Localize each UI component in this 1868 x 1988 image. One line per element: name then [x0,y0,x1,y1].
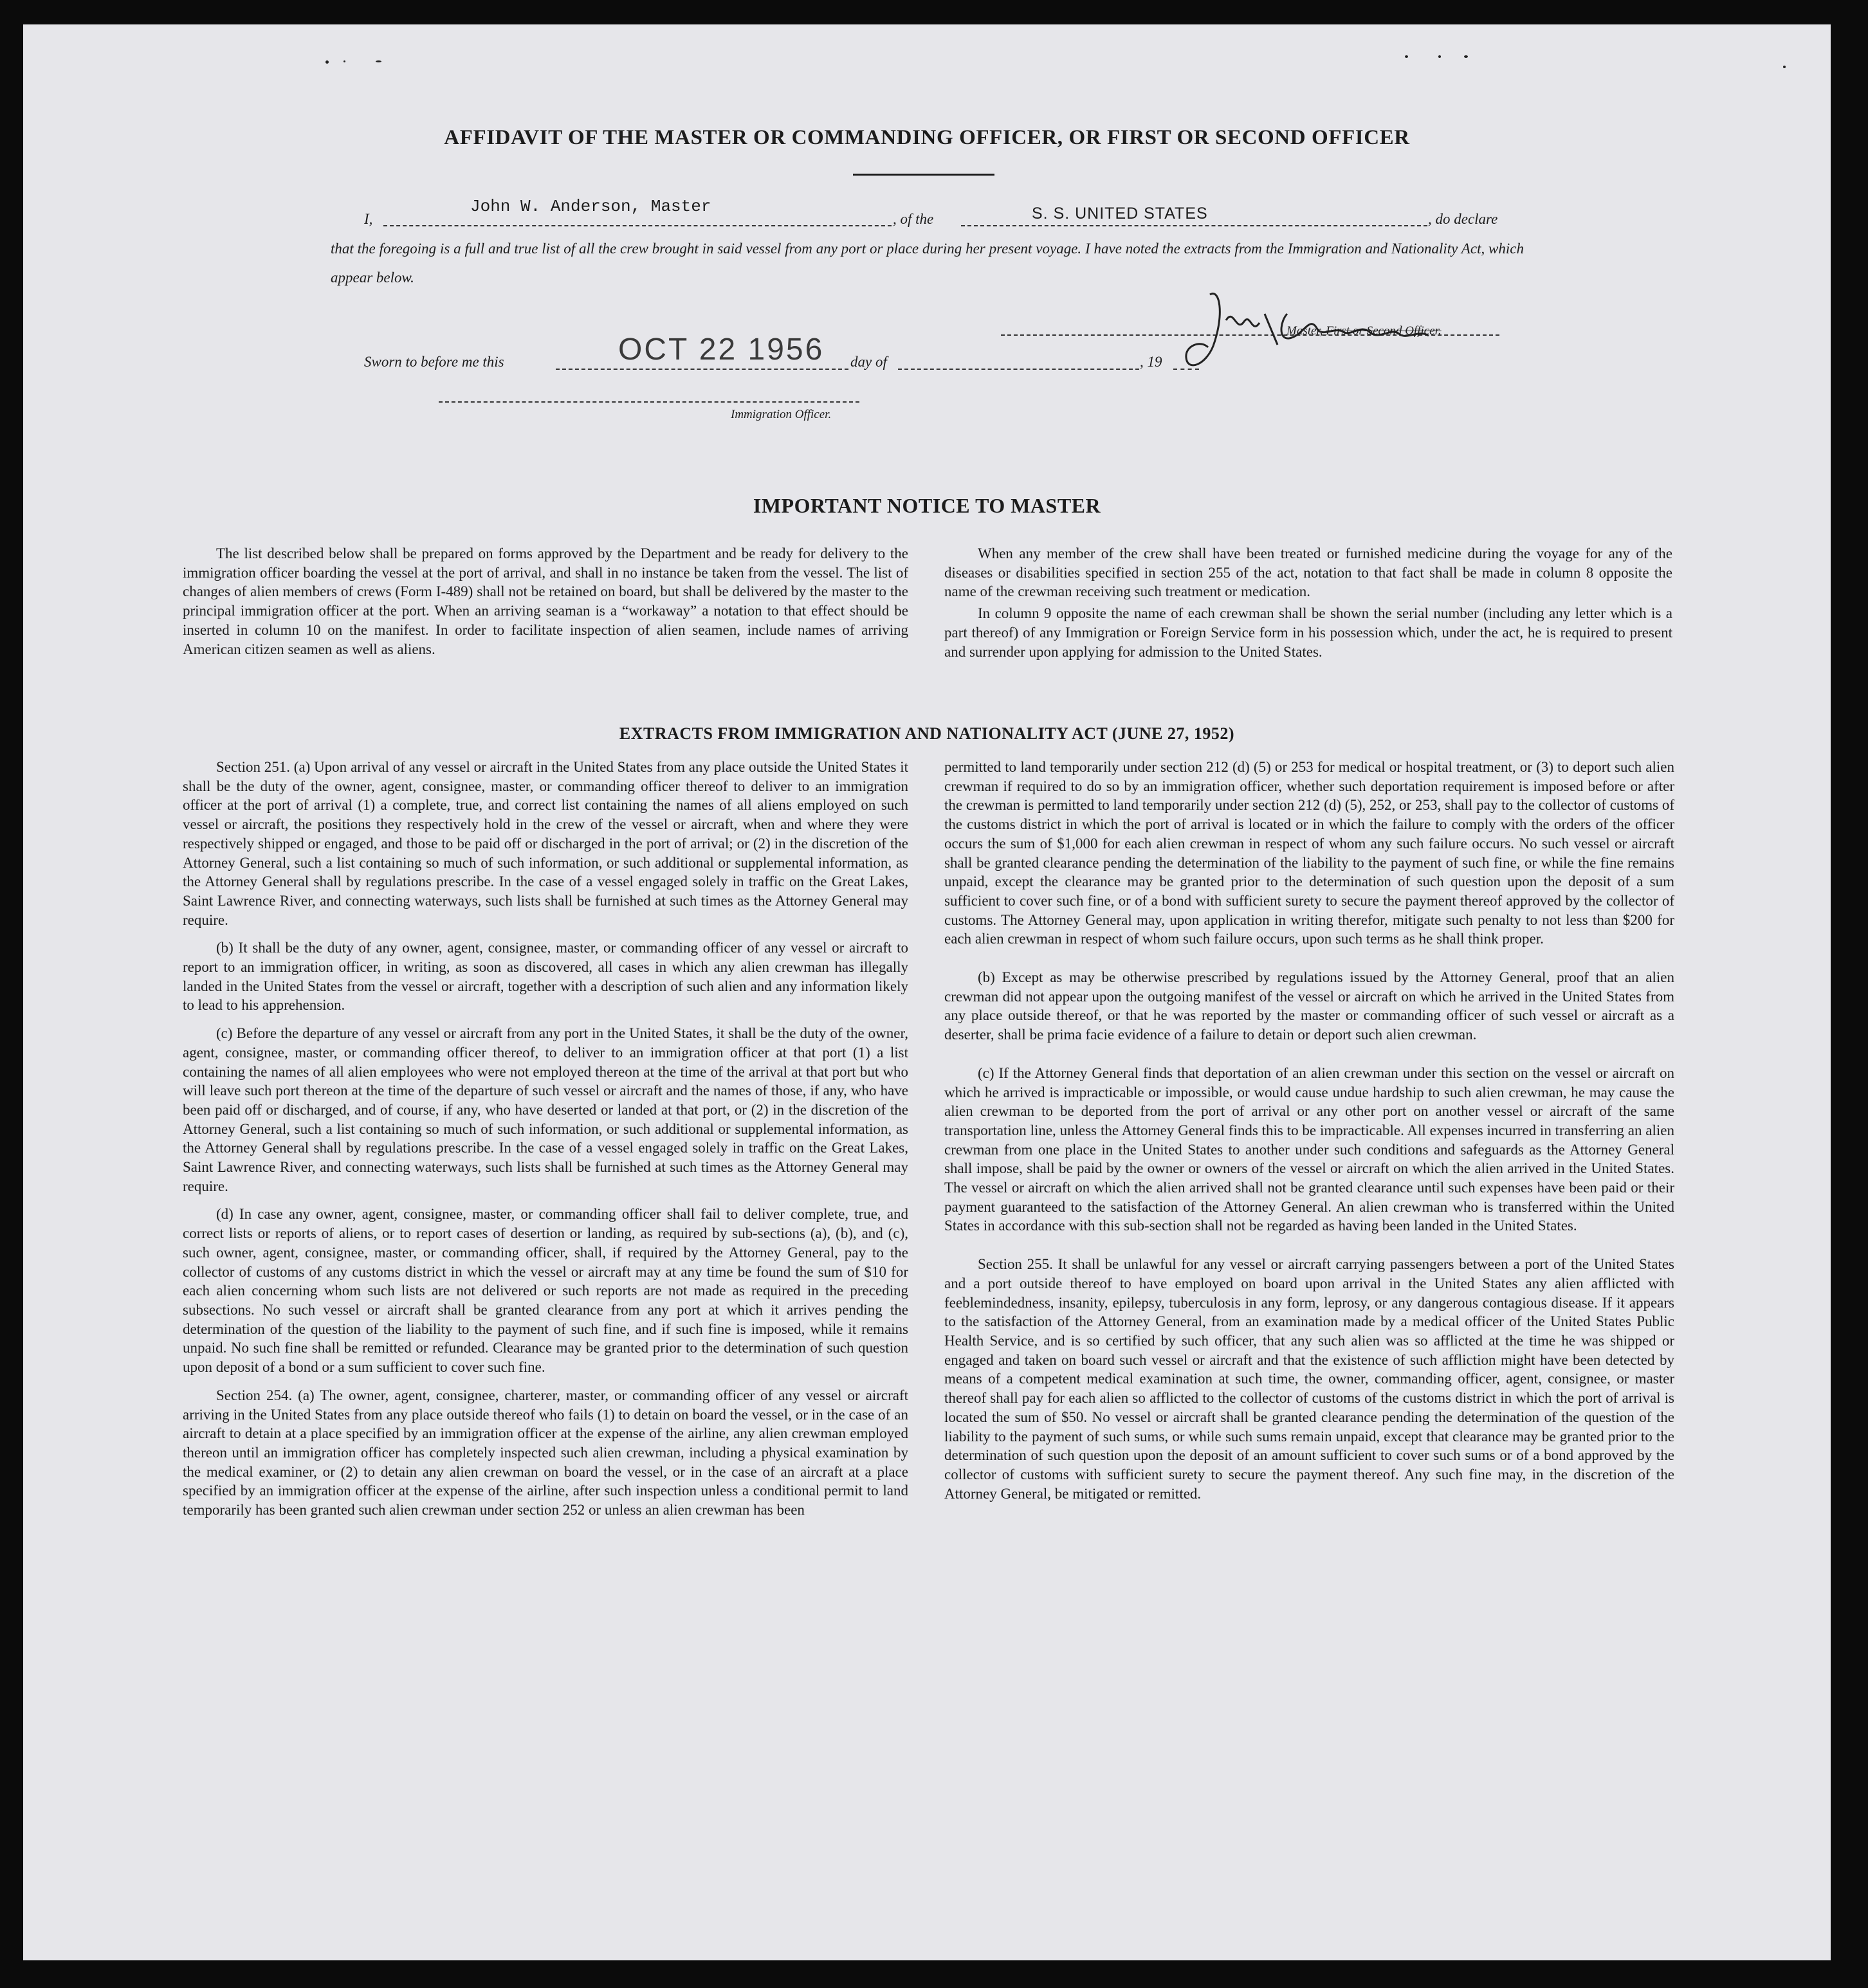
sworn-date-line [556,369,848,370]
section-251d: (d) In case any owner, agent, consignee, master, or commanding officer shall fail to deliver complete, true, and correct lists or reports of aliens, or to report cases of desertion or landing, as required by sub-sections (a), (b), and (c), such owner, agent, consignee, master, or commanding officer, shall, if required by the Attorney General, pay to the collector of customs of any customs district in which the vessel or aircraft may at any time be found the sum of $10 for each alien concerning whom such lists are not delivered or such reports are not made as required in the preceding subsections. No such vessel or aircraft shall be granted clearance from any port at which it arrives pending the determination of the question of the liability to the payment of such fine, and if such fine is imposed, while it remains unpaid. No such fine shall be remitted or refunded. Clearance may be granted prior to the determination of such question upon deposit of a bond or a sum sufficient to cover such fine. [183,1206,908,1376]
struck-officer-label: First or Second Officer. [1326,324,1442,338]
declarant-line [383,225,892,226]
section-251c: (c) Before the departure of any vessel or aircraft from any port in the United States, it shall be the duty of the owner, agent, consignee, master, or commanding officer thereof, to deliver to an immigration officer at that port (1) a list containing the names of all alien employees who were not employed thereon at the time of the arrival at that port but who will leave such port thereon at the time of the departure of such vessel or aircraft and the names of those, if any, who have been paid off or discharged, and of course, if any, who have deserted or landed at that port, or (2) in the discretion of the Attorney General, such a list containing so much of such information, or such additional or supplemental information, as the Attorney General shall by regulations prescribe. In the case of a vessel engaged solely in traffic on the Great Lakes, Saint Lawrence River, and connecting waterways, such lists shall be furnished at such times as the Attorney General may require. [183,1025,908,1194]
notice-right-column [944,544,1672,661]
section-251a: Section 251. (a) Upon arrival of any vessel or aircraft in the United States from any place outside the United States it shall be the duty of the owner, agent, consignee, master, or commanding officer thereof to deliver to an immigration officer at the port of arrival (1) a complete, true, and correct list containing the names of all aliens employed on such vessel or aircraft, the positions they respectively hold in the crew of the vessel or aircraft, when and where they were respectively shipped or engaged, and those to be paid off or discharged in the port of arrival; or (2) in the discretion of the Attorney General, such a list containing so much of such information, or such additional or supplemental information, as the Attorney General shall by regulations prescribe. In the case of a vessel engaged solely in traffic on the Great Lakes, Saint Lawrence River, and connecting waterways, such lists shall be furnished at such times as the Attorney General may require. [183,759,908,928]
year-label: , 19 [1140,354,1162,370]
document-page [23,24,1831,1960]
section-251b: (b) It shall be the duty of any owner, agent, consignee, master, or commanding officer of any vessel or aircraft to report to an immigration officer, in writing, as soon as discovered, all cases in which any alien crewman has illegally landed in the United States from the vessel or aircraft, together with a description of such alien and any information likely to lead to his apprehension. [183,940,908,1014]
section-254a: Section 254. (a) The owner, agent, consignee, charterer, master, or commanding officer of any vessel or aircraft arriving in the United States from any place outside thereof who fails (1) to detain on board the vessel, or in the case of an aircraft to detain at a place specified by an immigration officer at the expense of the airline, any alien crewman employed thereon until an immigration officer has completely inspected such alien crewman, including a physical examination by the medical examiner, or (2) to detain any alien crewman on board the vessel, or in the case of an aircraft at a place specified by an immigration officer at the expense of the airline, after such inspection unless a conditional permit to land temporarily has been granted such alien crewman under section 252 or unless an alien crewman has been [183,1387,908,1518]
section-254c: (c) If the Attorney General finds that deportation of an alien crewman under this section on the vessel or aircraft on which he arrived is impracticable or impossible, or would cause undue hardship to such alien crewman, he may cause the alien crewman to be deported from the port of arrival or any other port on another vessel or aircraft of the same transportation line, unless the Attorney General finds this to be impracticable. All expenses incurred in transferring an alien crewman from one place in the United States to another under such conditions and safeguards as the Attorney General shall impose, shall be paid by the owner or owners of the vessel or aircraft on which the alien arrived in the United States. The vessel or aircraft on which the alien arrived shall not be granted clearance until such expenses have been paid or their payment guaranteed to the satisfaction of the Attorney General. An alien crewman who is transferred within the United States in accordance with this sub-section shall not be regarded as having been landed in the United States. [944,1064,1674,1234]
section-254a-continued: permitted to land temporarily under section 212 (d) (5) or 253 for medical or hospital treatment, or (3) to deport such alien crewman if required to do so by an immigration officer, whether such deportation requirement is imposed before or after the crewman is permitted to land temporarily under section 212 (d) (5), 252, or 253, shall pay to the collector of customs of the customs district in which the port of arrival is located or in which the failure to comply with the orders of the officer occurs the sum of $1,000 for each alien crewman in respect of whom any such failure occurs. No such vessel or aircraft shall be granted clearance pending the determination of the liability to the payment of such fine, or while the fine remains unpaid, except the clearance may be granted prior to the determination of such question upon the deposit of a sum sufficient to cover such fine, or of a bond with sufficient surety to secure the payment thereof approved by the collector of customs. The Attorney General may, upon application in writing therefor, mitigate such penalty to not less than $200 for each alien crewman in respect of whom such failure occurs, upon such terms as he shall think proper. [944,759,1675,947]
declarant-name: John W. Anderson, Master [470,197,711,216]
extracts-title: EXTRACTS FROM IMMIGRATION AND NATIONALITY ACT (JUNE 27, 1952) [619,724,1235,743]
notice-right-paragraph-2: In column 9 opposite the name of each crewman shall be shown the serial number (including any letter which is a part thereof) of any Immigration or Foreign Service form in his possession which, under the act, he is required to present and surrender upon applying for admission to the United States. [944,605,1672,660]
month-line [898,369,1139,370]
do-declare-label: , do declare [1428,211,1498,227]
title-divider [853,174,994,176]
notice-left-column [183,544,908,659]
notice-left-paragraph: The list described below shall be prepared on forms approved by the Department and be ready for delivery to the immigration officer boarding the vessel at the port of arrival, and shall in no instance be taken from the vessel. The list of changes of alien members of crews (Form I-489) shall not be retained on board, but shall be delivered by the master to the principal immigration officer at the port. When an arriving seaman is a “workaway” a notation to that effect should be inserted in column 10 on the manifest. In order to facilitate inspection of alien seamen, include names of arriving American citizen seamen as well as aliens. [183,545,908,657]
section-254b: (b) Except as may be otherwise prescribed by regulations issued by the Attorney General, proof that an alien crewman did not appear upon the outgoing manifest of the vessel or aircraft on which he arrived in the United States from any place outside thereof, or that he was reported by the master or commanding officer of such vessel or aircraft as a deserter, shall be prima facie evidence of a failure to detain or deport such alien crewman. [944,969,1674,1043]
sworn-label: Sworn to before me this [364,354,504,370]
vessel-line [961,225,1427,226]
extracts-right-column [944,758,1674,1503]
immigration-officer-line [439,401,859,403]
master-title [1287,324,1442,338]
year-line [1173,369,1199,370]
master-label: Master, [1287,324,1323,338]
declarant-prefix: I, [364,211,373,227]
date-stamp: OCT 22 1956 [618,333,825,367]
declaration-text: that the foregoing is a full and true list of all the crew brought in said vessel from any port or place during her present voyage. I have noted the extracts from the Immigration and Nationality Act, which appear below. [331,241,1524,286]
day-of-label: day of [850,354,887,370]
of-the-label: , of the [893,211,934,227]
affidavit-title: AFFIDAVIT OF THE MASTER OR COMMANDING OFFICER, OR FIRST OR SECOND OFFICER [444,126,1410,149]
vessel-name: S. S. UNITED STATES [1032,205,1208,223]
section-255: Section 255. It shall be unlawful for any vessel or aircraft carrying passengers between a port of the United States and a port outside thereof to have employed on board upon arrival in the United States any alien afflicted with feeblemindedness, insanity, epilepsy, tuberculosis in any form, leprosy, or any dangerous contagious disease. If it appears to the satisfaction of the Attorney General, from an examination made by a medical officer of the United States Public Health Service, and is so certified by such officer, that any such alien was so afflicted at the time he was shipped or engaged and taken on board such vessel or aircraft and that the existence of such affliction might have been detected by means of a competent medical examination at such time, the owner, commanding officer, agent, consignee, or master thereof shall pay for each alien so afflicted to the collector of customs of the customs district in which the port of arrival is located the sum of $50. No vessel or aircraft shall be granted clearance pending the determination of the question of the liability to the payment of such sums, or while such sums remain unpaid, except that clearance may be granted prior to the determination of such question upon the deposit of an amount sufficient to cover such sums or of a bond approved by the collector of customs with sufficient surety to secure the payment thereof. Any such fine may, in the discretion of the Attorney General, be mitigated or remitted. [944,1256,1674,1502]
notice-title: IMPORTANT NOTICE TO MASTER [753,494,1101,517]
extracts-left-column [183,758,908,1520]
immigration-officer-label: Immigration Officer. [731,408,832,421]
notice-right-paragraph-1: When any member of the crew shall have been treated or furnished medicine during the voyage for any of the diseases or disabilities specified in section 255 of the act, notation to that fact shall be made in column 8 opposite the name of the crewman receiving such treatment or medication. [944,545,1672,600]
